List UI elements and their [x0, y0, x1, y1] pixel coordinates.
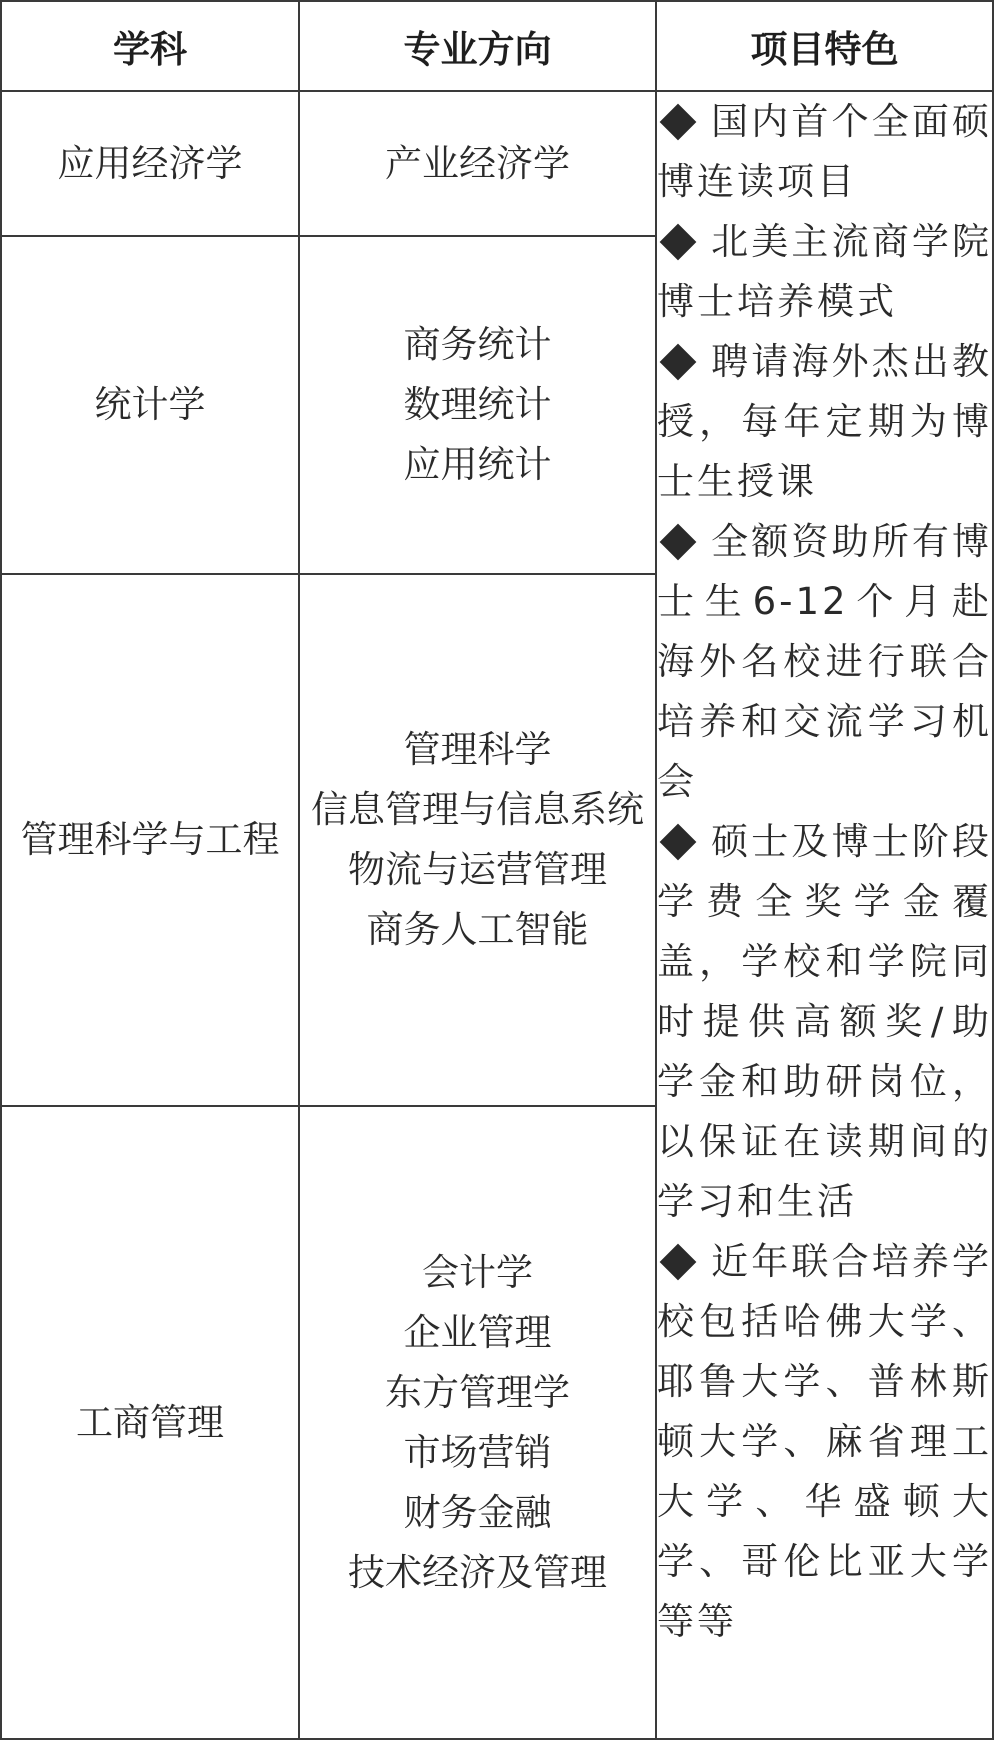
majors-cell — [299, 574, 656, 1106]
diamond-bullet-icon — [660, 523, 697, 560]
feature-item — [657, 1232, 992, 1652]
feature-item — [657, 212, 992, 332]
major-item: 财务金融 — [403, 1490, 552, 1534]
diamond-bullet-icon — [660, 823, 697, 860]
header-subject: 学科 — [1, 1, 299, 91]
major-item: 信息管理与信息系统 — [311, 788, 644, 831]
major-item: 企业管理 — [403, 1310, 552, 1354]
subject-cell: 应用经济学 — [1, 91, 299, 236]
feature-text: 北美主流商学院博士培养模式 — [657, 220, 992, 323]
subject-cell: 工商管理 — [1, 1106, 299, 1739]
table-header-row — [1, 1, 993, 91]
feature-item — [657, 332, 992, 512]
majors-cell — [299, 91, 656, 236]
feature-item — [657, 812, 992, 1232]
major-item: 商务人工智能 — [366, 908, 589, 951]
diamond-bullet-icon — [660, 1243, 697, 1280]
feature-text: 近年联合培养学校包括哈佛大学、耶鲁大学、普林斯顿大学、麻省理工大学、华盛顿大学、哥伦比亚大学等等 — [657, 1240, 992, 1643]
feature-text: 全额资助所有博士生6-12个月赴海外名校进行联合培养和交流学习机会 — [657, 520, 992, 803]
major-item: 产业经济学 — [385, 141, 570, 185]
major-item: 商务统计 — [403, 323, 552, 366]
diamond-bullet-icon — [660, 103, 697, 140]
major-item: 技术经济及管理 — [348, 1550, 607, 1594]
subject-cell: 管理科学与工程 — [1, 574, 299, 1106]
feature-item — [657, 512, 992, 812]
major-item: 物流与运营管理 — [348, 848, 607, 891]
major-item: 市场营销 — [403, 1430, 552, 1474]
diamond-bullet-icon — [660, 223, 697, 260]
feature-text: 硕士及博士阶段学费全奖学金覆盖，学校和学院同时提供高额奖/助学金和助研岗位，以保证在读期间的学习和生活 — [657, 820, 992, 1223]
header-program-features: 项目特色 — [656, 1, 993, 91]
major-item: 数理统计 — [403, 383, 552, 426]
major-item: 东方管理学 — [385, 1370, 570, 1414]
table-row — [1, 91, 993, 236]
header-major-direction: 专业方向 — [299, 1, 656, 91]
feature-text: 国内首个全面硕博连读项目 — [657, 100, 992, 203]
subject-cell: 统计学 — [1, 236, 299, 574]
feature-item — [657, 92, 992, 212]
major-item: 应用统计 — [403, 443, 552, 486]
features-cell — [656, 91, 993, 1739]
major-item: 会计学 — [422, 1250, 533, 1294]
majors-cell — [299, 1106, 656, 1739]
major-item: 管理科学 — [403, 728, 552, 771]
diamond-bullet-icon — [660, 343, 697, 380]
majors-cell — [299, 236, 656, 574]
feature-text: 聘请海外杰出教授，每年定期为博士生授课 — [657, 340, 992, 503]
